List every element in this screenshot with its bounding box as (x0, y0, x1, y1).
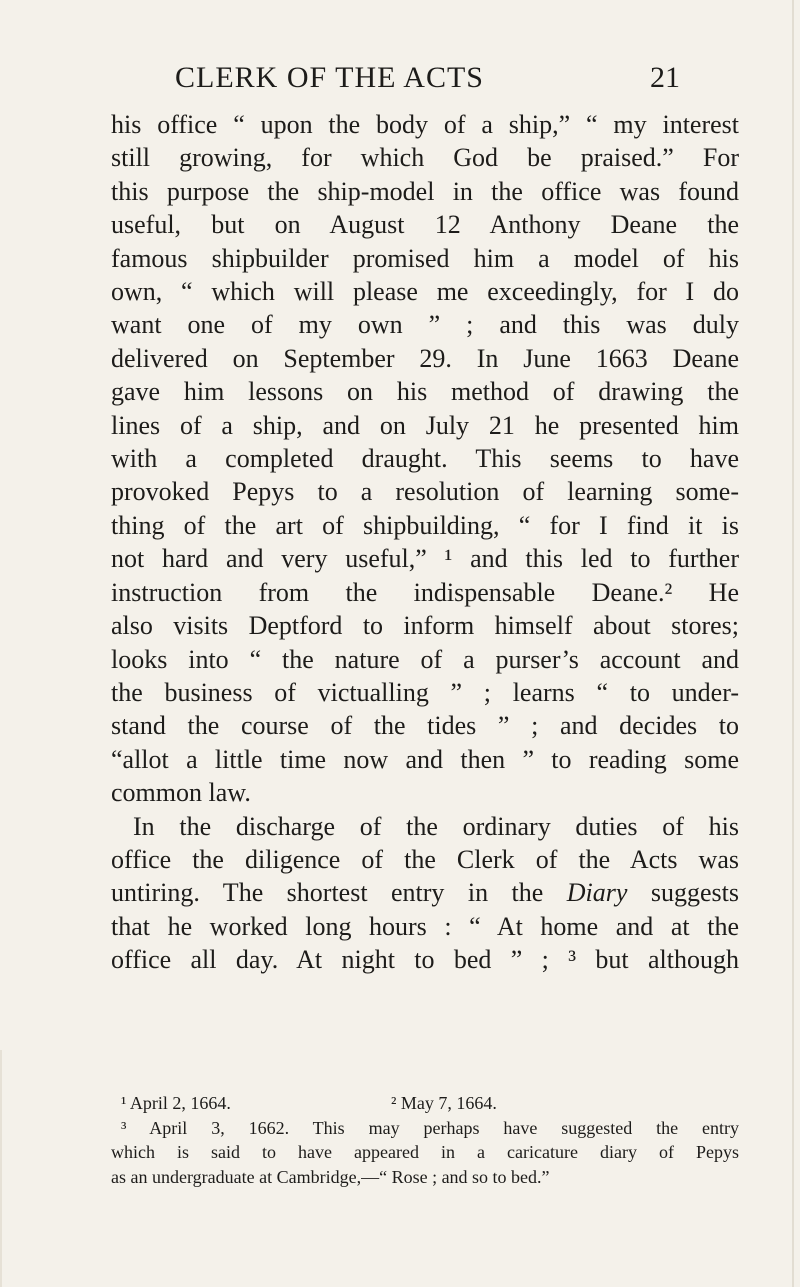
diary-title: Diary (566, 878, 628, 908)
text-line: own, “ which will please me exceedingly, for I do (111, 277, 739, 307)
text-line: instruction from the indispensable Deane.² He (111, 577, 739, 607)
text-line: with a completed draught. This seems to have (111, 444, 739, 474)
text-line: “allot a little time now and then ” to reading some (111, 744, 739, 774)
footnote-2: ² May 7, 1664. (391, 1093, 497, 1113)
paragraph-start-line: In the discharge of the ordinary duties of his (133, 811, 739, 841)
text-line: his office “ upon the body of a ship,” “ my interest (111, 110, 739, 139)
text-line: provoked Pepys to a resolution of learning some- (111, 477, 739, 507)
text-line: lines of a ship, and on July 21 he presented him (111, 410, 739, 440)
page-header (0, 60, 800, 100)
text-line: common law. (111, 778, 251, 808)
text-line: gave him lessons on his method of drawing the (111, 377, 739, 407)
page-number: 21 (650, 61, 680, 94)
text-line: useful, but on August 12 Anthony Deane the (111, 210, 739, 240)
footnote-3-line: as an undergraduate at Cambridge,—“ Rose ; and so to bed.” (111, 1166, 550, 1187)
text-line: stand the course of the tides ” ; and decides to (111, 711, 739, 741)
text-line: also visits Deptford to inform himself about stores; (111, 611, 739, 641)
text-line: the business of victualling ” ; learns “ to under- (111, 677, 739, 707)
footnote-3-line: ³ April 3, 1662. This may perhaps have suggested the entry (121, 1117, 739, 1138)
text-line: thing of the art of shipbuilding, “ for I find it is (111, 510, 739, 540)
text-line: office the diligence of the Clerk of the Acts was (111, 844, 739, 874)
text-line: still growing, for which God be praised.” For (111, 143, 739, 173)
text-line: untiring. The shortest entry in the Diary suggests (111, 878, 740, 908)
page-edge-mark (0, 1050, 2, 1287)
text-line: office all day. At night to bed ” ; ³ but although (111, 945, 739, 975)
text-line: this purpose the ship-model in the office was found (111, 176, 739, 206)
text-line: delivered on September 29. In June 1663 Deane (111, 343, 739, 373)
footnote-row (111, 1091, 751, 1116)
footnote-1: ¹ April 2, 1664. (121, 1093, 231, 1113)
body-text (111, 108, 751, 977)
text-line: want one of my own ” ; and this was duly (111, 310, 739, 340)
text-line: famous shipbuilder promised him a model of his (111, 243, 739, 273)
page-edge-shadow (792, 0, 794, 1287)
footnotes (111, 1091, 751, 1189)
text-line: looks into “ the nature of a purser’s account and (111, 644, 739, 674)
footnote-3-line: which is said to have appeared in a caricature diary of Pepys (111, 1142, 739, 1162)
text-line: not hard and very useful,” ¹ and this led to further (111, 544, 739, 574)
running-head: CLERK OF THE ACTS (175, 61, 484, 94)
text-line: that he worked long hours : “ At home and at the (111, 911, 739, 941)
